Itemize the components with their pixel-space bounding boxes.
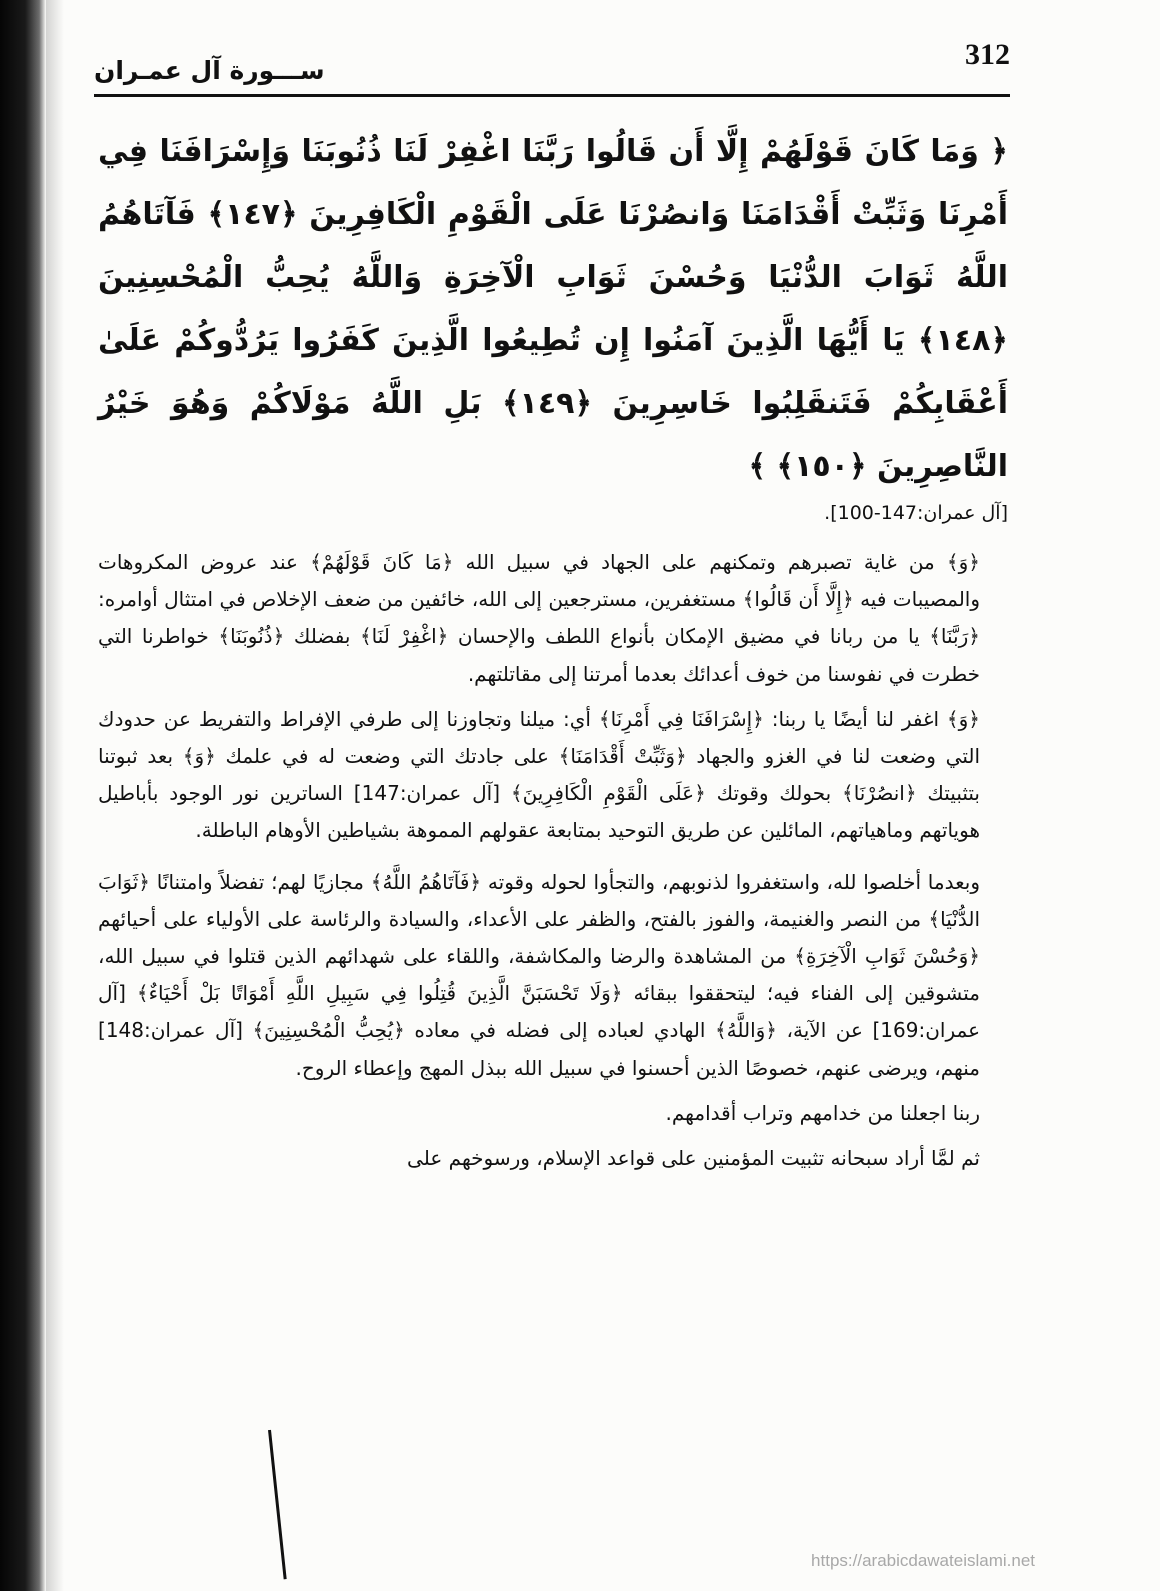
commentary-paragraph-2: ﴿وَ﴾ اغفر لنا أيضًا يا ربنا: ﴿إِسْرَافَنَا فِي أَمْرِنَا﴾ أي: ميلنا وتجاوزنا إلى طرفي الإفراط والتفريط عن حدودك التي وضعت لنا في الغزو والجهاد ﴿وَثَبِّتْ أَقْدَامَنَا﴾ على جادتك التي وضعت له في علمك ﴿وَ﴾ بعد ثبوتنا بتثبيتك ﴿انصُرْنَا﴾ بحولك وقوتك ﴿عَلَى الْقَوْمِ الْكَافِرِينَ﴾ [آل عمران:147] الساترين نور الوجود بأباطيل هوياتهم وماهياتهم، المائلين عن طريق التوحيد بمتابعة عقولهم المموهة بشياطين الأوهام الباطلة. [98,706,981,843]
watermark-url: https://arabicdawateislami.net [811,1551,1035,1570]
commentary-paragraph-5: ثم لمَّا أراد سبحانه تثبيت المؤمنين على قواعد الإسلام، ورسوخهم على [407,1146,980,1171]
page-header [94,34,1010,84]
surah-title: ســـورة آل عمـران [94,56,325,85]
page-body [98,120,1008,1185]
pen-mark [268,1430,287,1579]
commentary-paragraph-4: ربنا اجعلنا من خدامهم وتراب أقدامهم. [665,1100,980,1125]
commentary-paragraph-1: ﴿وَ﴾ من غاية تصبرهم وتمكنهم على الجهاد في سبيل الله ﴿مَا كَانَ قَوْلَهُمْ﴾ عند عروض المكروهات والمصيبات فيه ﴿إِلَّا أَن قَالُوا﴾ مستغفرين، مسترجعين إلى الله، خائفين من ضعف الإخلاص في امتثال أوامره: ﴿رَبَّنَا﴾ يا من ربانا في مضيق الإمكان بأنواع اللطف والإحسان ﴿اغْفِرْ لَنَا﴾ بفضلك ﴿ذُنُوبَنَا﴾ خواطرنا التي خطرت في نفوسنا من خوف أعدائك بعدما أمرتنا إلى مقاتلتهم. [98,550,980,686]
header-rule [94,94,1010,97]
quran-verses: ﴿ وَمَا كَانَ قَوْلَهُمْ إِلَّا أَن قَالُوا رَبَّنَا اغْفِرْ لَنَا ذُنُوبَنَا وَإِسْرَافَنَا فِي أَمْرِنَا وَثَبِّتْ أَقْدَامَنَا وَانصُرْنَا عَلَى الْقَوْمِ الْكَافِرِينَ ﴿١٤٧﴾ فَآتَاهُمُ اللَّهُ ثَوَابَ الدُّنْيَا وَحُسْنَ ثَوَابِ الْآخِرَةِ وَاللَّهُ يُحِبُّ الْمُحْسِنِينَ ﴿١٤٨﴾ يَا أَيُّهَا الَّذِينَ آمَنُوا إِن تُطِيعُوا الَّذِينَ كَفَرُوا يَرُدُّوكُمْ عَلَىٰ أَعْقَابِكُمْ فَتَنقَلِبُوا خَاسِرِينَ ﴿١٤٩﴾ بَلِ اللَّهُ مَوْلَاكُمْ وَهُوَ خَيْرُ النَّاصِرِينَ ﴿١٥٠﴾ ﴾ [98,134,1009,484]
book-binding-shadow [0,0,46,1591]
commentary-paragraph-3: وبعدما أخلصوا لله، واستغفروا لذنوبهم، والتجأوا لحوله وقوته ﴿فَآتَاهُمُ اللَّهُ﴾ مجازيًا لهم؛ تفضلاً وامتنانًا ﴿ثَوَابَ الدُّنْيَا﴾ من النصر والغنيمة، والفوز بالفتح، والظفر على الأعداء، والسيادة والرئاسة على الأولياء على أحيائهم ﴿وَحُسْنَ ثَوَابِ الْآخِرَةِ﴾ من المشاهدة والرضا والمكاشفة، واللقاء على شهدائهم الذين قتلوا في سبيل الله، متشوقين إلى الفناء فيه؛ ليتحققوا ببقائه ﴿وَلَا تَحْسَبَنَّ الَّذِينَ قُتِلُوا فِي سَبِيلِ اللَّهِ أَمْوَاتًا بَلْ أَحْيَاءٌ﴾ [آل عمران:169] عن الآية، ﴿وَاللَّهُ﴾ الهادي لعباده إلى فضله في معاده ﴿يُحِبُّ الْمُحْسِنِينَ﴾ [آل عمران:148] منهم، ويرضى عنهم، خصوصًا الذين أحسنوا في سبيل الله ببذل المهج وإعطاء الروح. [98,869,980,1080]
verse-reference: [آل عمران:147-100]. [824,502,1008,524]
page-number: 312 [965,38,1010,71]
scan-shadow [46,0,64,1591]
